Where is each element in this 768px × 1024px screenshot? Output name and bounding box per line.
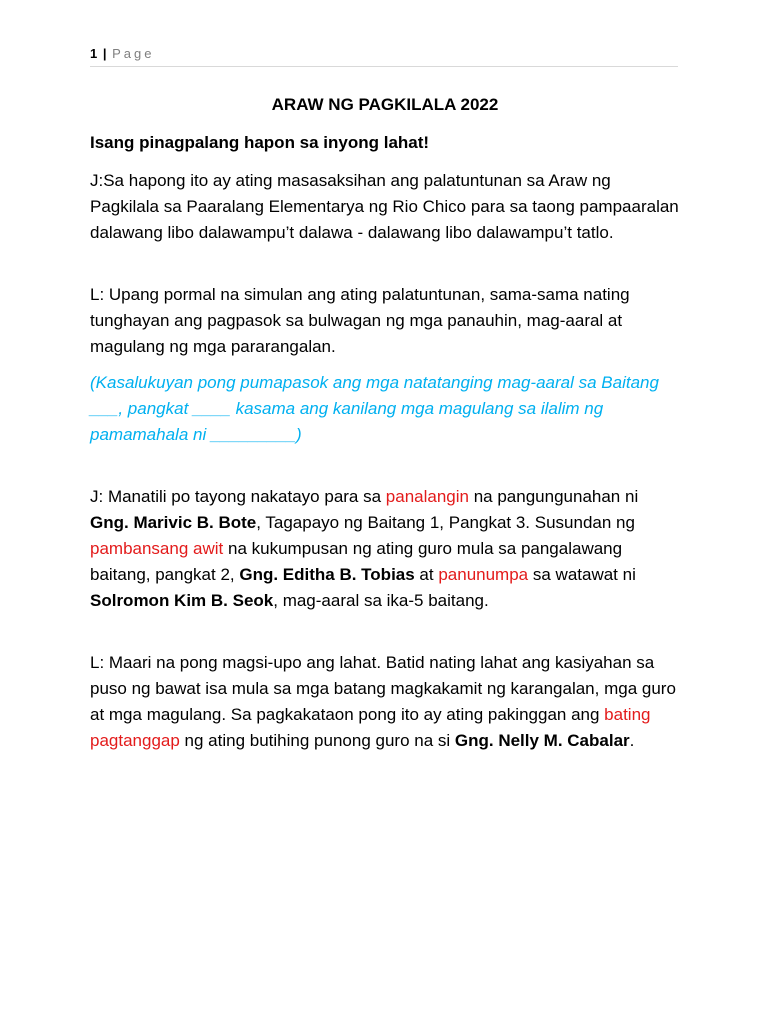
text: na pangungunahan ni <box>469 487 639 506</box>
highlight-anthem: pambansang awit <box>90 539 224 558</box>
page-separator: | <box>102 46 107 61</box>
greeting: Isang pinagpalang hapon sa inyong lahat! <box>90 133 430 152</box>
page-number: 1 <box>90 46 98 61</box>
text: sa watawat ni <box>528 565 636 584</box>
highlight-welcome: bating pagtanggap <box>90 705 651 750</box>
name-seok: Solromon Kim B. Seok <box>90 591 274 610</box>
name-tobias: Gng. Editha B. Tobias <box>239 565 415 584</box>
stage-note: (Kasalukuyan pong pumapasok ang mga natatanging mag-aaral sa Baitang ___, pangkat ____ kasama ang kanilang mga magulang sa ilalim ng pamamahala ni _________) <box>90 373 659 444</box>
text: na kukumpusan ng ating guro mula sa pangalawang baitang, pangkat 2, <box>90 539 623 584</box>
text: , Tagapayo ng Baitang 1, Pangkat 3. Susundan ng <box>256 513 635 532</box>
text: at <box>414 565 439 584</box>
text: . <box>629 731 635 750</box>
document-body <box>90 92 680 764</box>
highlight-pledge: panunumpa <box>438 565 529 584</box>
text: ng ating butihing punong guro na si <box>179 731 455 750</box>
paragraph-prayer <box>90 484 680 614</box>
document-title: ARAW NG PAGKILALA 2022 <box>271 95 499 114</box>
name-cabalar: Gng. Nelly M. Cabalar <box>454 731 630 750</box>
paragraph-intro: J:Sa hapong ito ay ating masasaksihan ang palatuntunan sa Araw ng Pagkilala sa Paaralang Elementarya ng Rio Chico para sa taong pampaaralan dalawang libo dalawampu’t dalawa - dalawang libo dalawampu’t tatlo. <box>90 171 679 242</box>
highlight-prayer: panalangin <box>385 487 469 506</box>
paragraph-entrance: L: Upang pormal na simulan ang ating palatuntunan, sama-sama nating tunghayan ang pagpasok sa bulwagan ng mga panauhin, mag-aaral at magulang ng mga pararangalan. <box>90 285 630 356</box>
paragraph-welcome <box>90 650 680 754</box>
text: J: Manatili po tayong nakatayo para sa <box>90 487 386 506</box>
page-header <box>90 46 678 67</box>
page-label: Page <box>112 46 155 61</box>
text: , mag-aaral sa ika-5 baitang. <box>273 591 489 610</box>
name-bote: Gng. Marivic B. Bote <box>90 513 257 532</box>
text: L: Maari na pong magsi-upo ang lahat. Batid nating lahat ang kasiyahan sa puso ng bawat isa mula sa mga batang magkakamit ng karangalan, mga guro at mga magulang. Sa pagkakataon pong ito ay ating pakinggan ang <box>90 653 676 724</box>
